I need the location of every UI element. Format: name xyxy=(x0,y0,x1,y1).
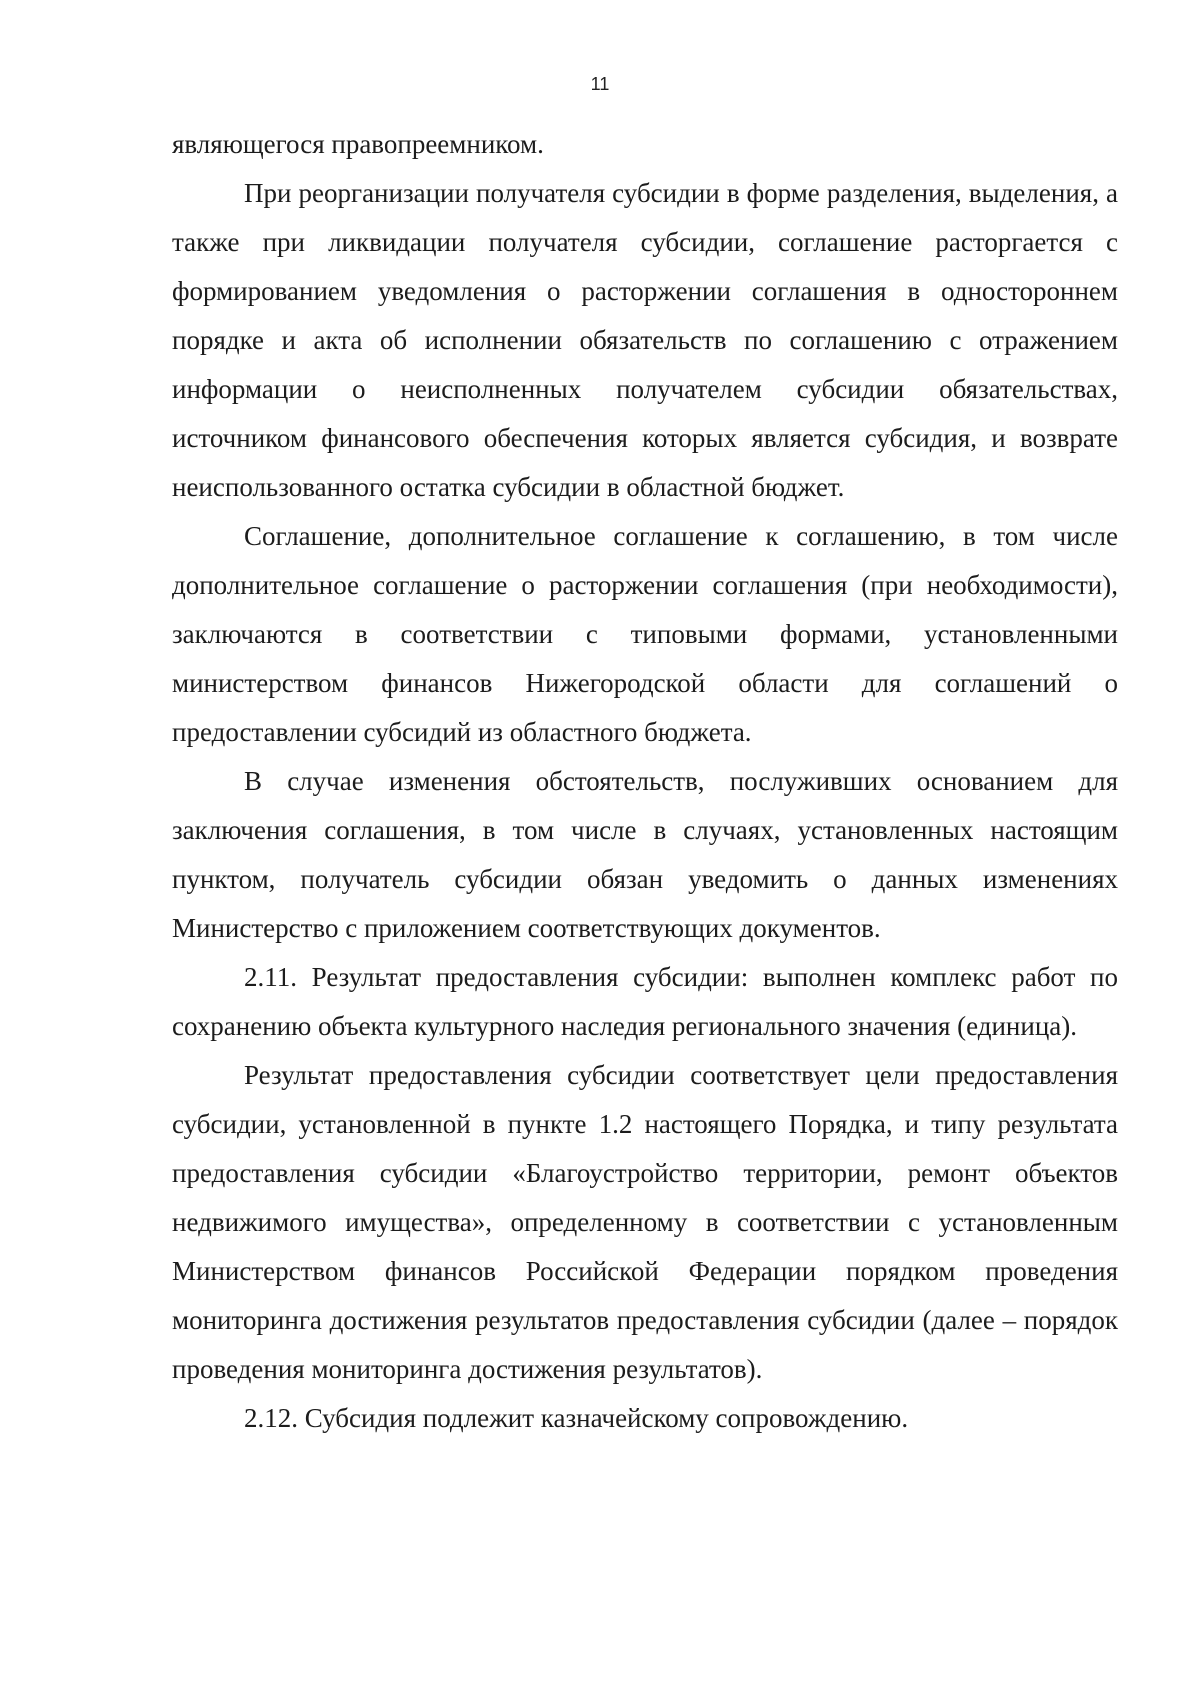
paragraph-result-compliance: Результат предоставления субсидии соответствует цели предоставления субсидии, установленной в пункте 1.2 настоящего Порядка, и типу результата предоставления субсидии «Благоустройство территории, ремонт объектов недвижимого имущества», определенному в соответствии с установленным Министерством финансов Российской Федерации порядком проведения мониторинга достижения результатов предоставления субсидии (далее – порядок проведения мониторинга достижения результатов). xyxy=(172,1060,1118,1384)
paragraph-circumstances-change: В случае изменения обстоятельств, послуживших основанием для заключения соглашения, в том числе в случаях, установленных настоящим пунктом, получатель субсидии обязан уведомить о данных изменениях Министерство с приложением соответствующих документов. xyxy=(172,766,1118,943)
document-body xyxy=(172,120,1118,1443)
paragraph-2-11-result: 2.11. Результат предоставления субсидии: выполнен комплекс работ по сохранению объекта культурного наследия регионального значения (единица). xyxy=(172,962,1118,1041)
paragraph-reorganization: При реорганизации получателя субсидии в форме разделения, выделения, а также при ликвидации получателя субсидии, соглашение расторгается с формированием уведомления о расторжении соглашения в одностороннем порядке и акта об исполнении обязательств по соглашению с отражением информации о неисполненных получателем субсидии обязательствах, источником финансового обеспечения которых является субсидия, и возврате неиспользованного остатка субсидии в областной бюджет. xyxy=(172,178,1118,502)
paragraph-2-12-treasury: 2.12. Субсидия подлежит казначейскому сопровождению. xyxy=(244,1403,909,1433)
page-number: 11 xyxy=(590,74,610,94)
paragraph-successor: являющегося правопреемником. xyxy=(172,129,544,159)
paragraph-agreement-forms: Соглашение, дополнительное соглашение к соглашению, в том числе дополнительное соглашение о расторжении соглашения (при необходимости), заключаются в соответствии с типовыми формами, установленными министерством финансов Нижегородской области для соглашений о предоставлении субсидий из областного бюджета. xyxy=(172,521,1118,747)
